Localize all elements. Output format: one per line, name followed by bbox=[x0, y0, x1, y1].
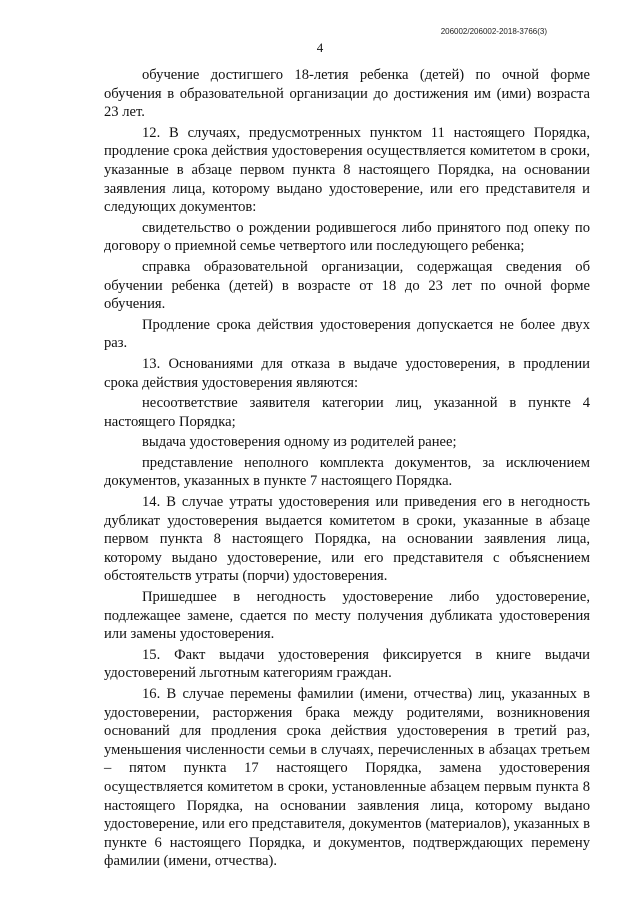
paragraph: 16. В случае перемены фамилии (имени, отчества) лиц, указанных в удостоверении, расторжения брака между родителями, возникновения оснований для продления срока действия удостоверения в третий раз, уменьшения численности семьи в случаях, перечисленных в абзацах третьем – пятом пункта 17 настоящего Порядка, замена удостоверения осуществляется комитетом в сроки, установленные абзацем первым пункта 8 настоящего Порядка, на основании заявления лица, которому выдано удостоверение, или его представителя, документов (материалов), указанных в пункте 6 настоящего Порядка, и документов, подтверждающих перемену фамилии (имени, отчества). bbox=[104, 686, 590, 870]
paragraph: Пришедшее в негодность удостоверение либо удостоверение, подлежащее замене, сдается по месту получения дубликата удостоверения или замены удостоверения. bbox=[104, 589, 590, 643]
paragraph: несоответствие заявителя категории лиц, указанной в пункте 4 настоящего Порядка; bbox=[104, 395, 590, 430]
page-number: 4 bbox=[316, 40, 324, 55]
paragraph: обучение достигшего 18-летия ребенка (детей) по очной форме обучения в образовательной организации до достижения им (ими) возраста 23 лет. bbox=[104, 67, 590, 121]
paragraph: выдача удостоверения одному из родителей ранее; bbox=[142, 434, 457, 451]
paragraph: представление неполного комплекта документов, за исключением документов, указанных в пункте 7 настоящего Порядка. bbox=[104, 454, 590, 490]
paragraph: 14. В случае утраты удостоверения или приведения его в негодность дубликат удостоверения выдается комитетом в сроки, указанные в абзаце первом пункта 8 настоящего Порядка, на основании заявления лица, которому выдано удостоверение, или его представителя с объяснением обстоятельств утраты (порчи) удостоверения. bbox=[104, 494, 590, 585]
document-code: 206002/206002-2018-3766(3) bbox=[440, 27, 547, 36]
document-body bbox=[104, 66, 590, 873]
paragraph: свидетельство о рождении родившегося либо принятого под опеку по договору о приемной семье четвертого или последующего ребенка; bbox=[104, 219, 590, 255]
paragraph: 15. Факт выдачи удостоверения фиксируется в книге выдачи удостоверений льготным категориям граждан. bbox=[104, 646, 590, 682]
paragraph: справка образовательной организации, содержащая сведения об обучении ребенка (детей) в возрасте от 18 до 23 лет по очной форме обучения. bbox=[104, 258, 590, 313]
paragraph: Продление срока действия удостоверения допускается не более двух раз. bbox=[104, 316, 590, 352]
paragraph: 12. В случаях, предусмотренных пунктом 11 настоящего Порядка, продление срока действия удостоверения осуществляется комитетом в сроки, указанные в абзаце первом пункта 8 настоящего Порядка, на основании заявления лица, которому выдано удостоверение, или его представителя и следующих документов: bbox=[104, 124, 590, 216]
paragraph: 13. Основаниями для отказа в выдаче удостоверения, в продлении срока действия удостоверения являются: bbox=[104, 355, 590, 391]
